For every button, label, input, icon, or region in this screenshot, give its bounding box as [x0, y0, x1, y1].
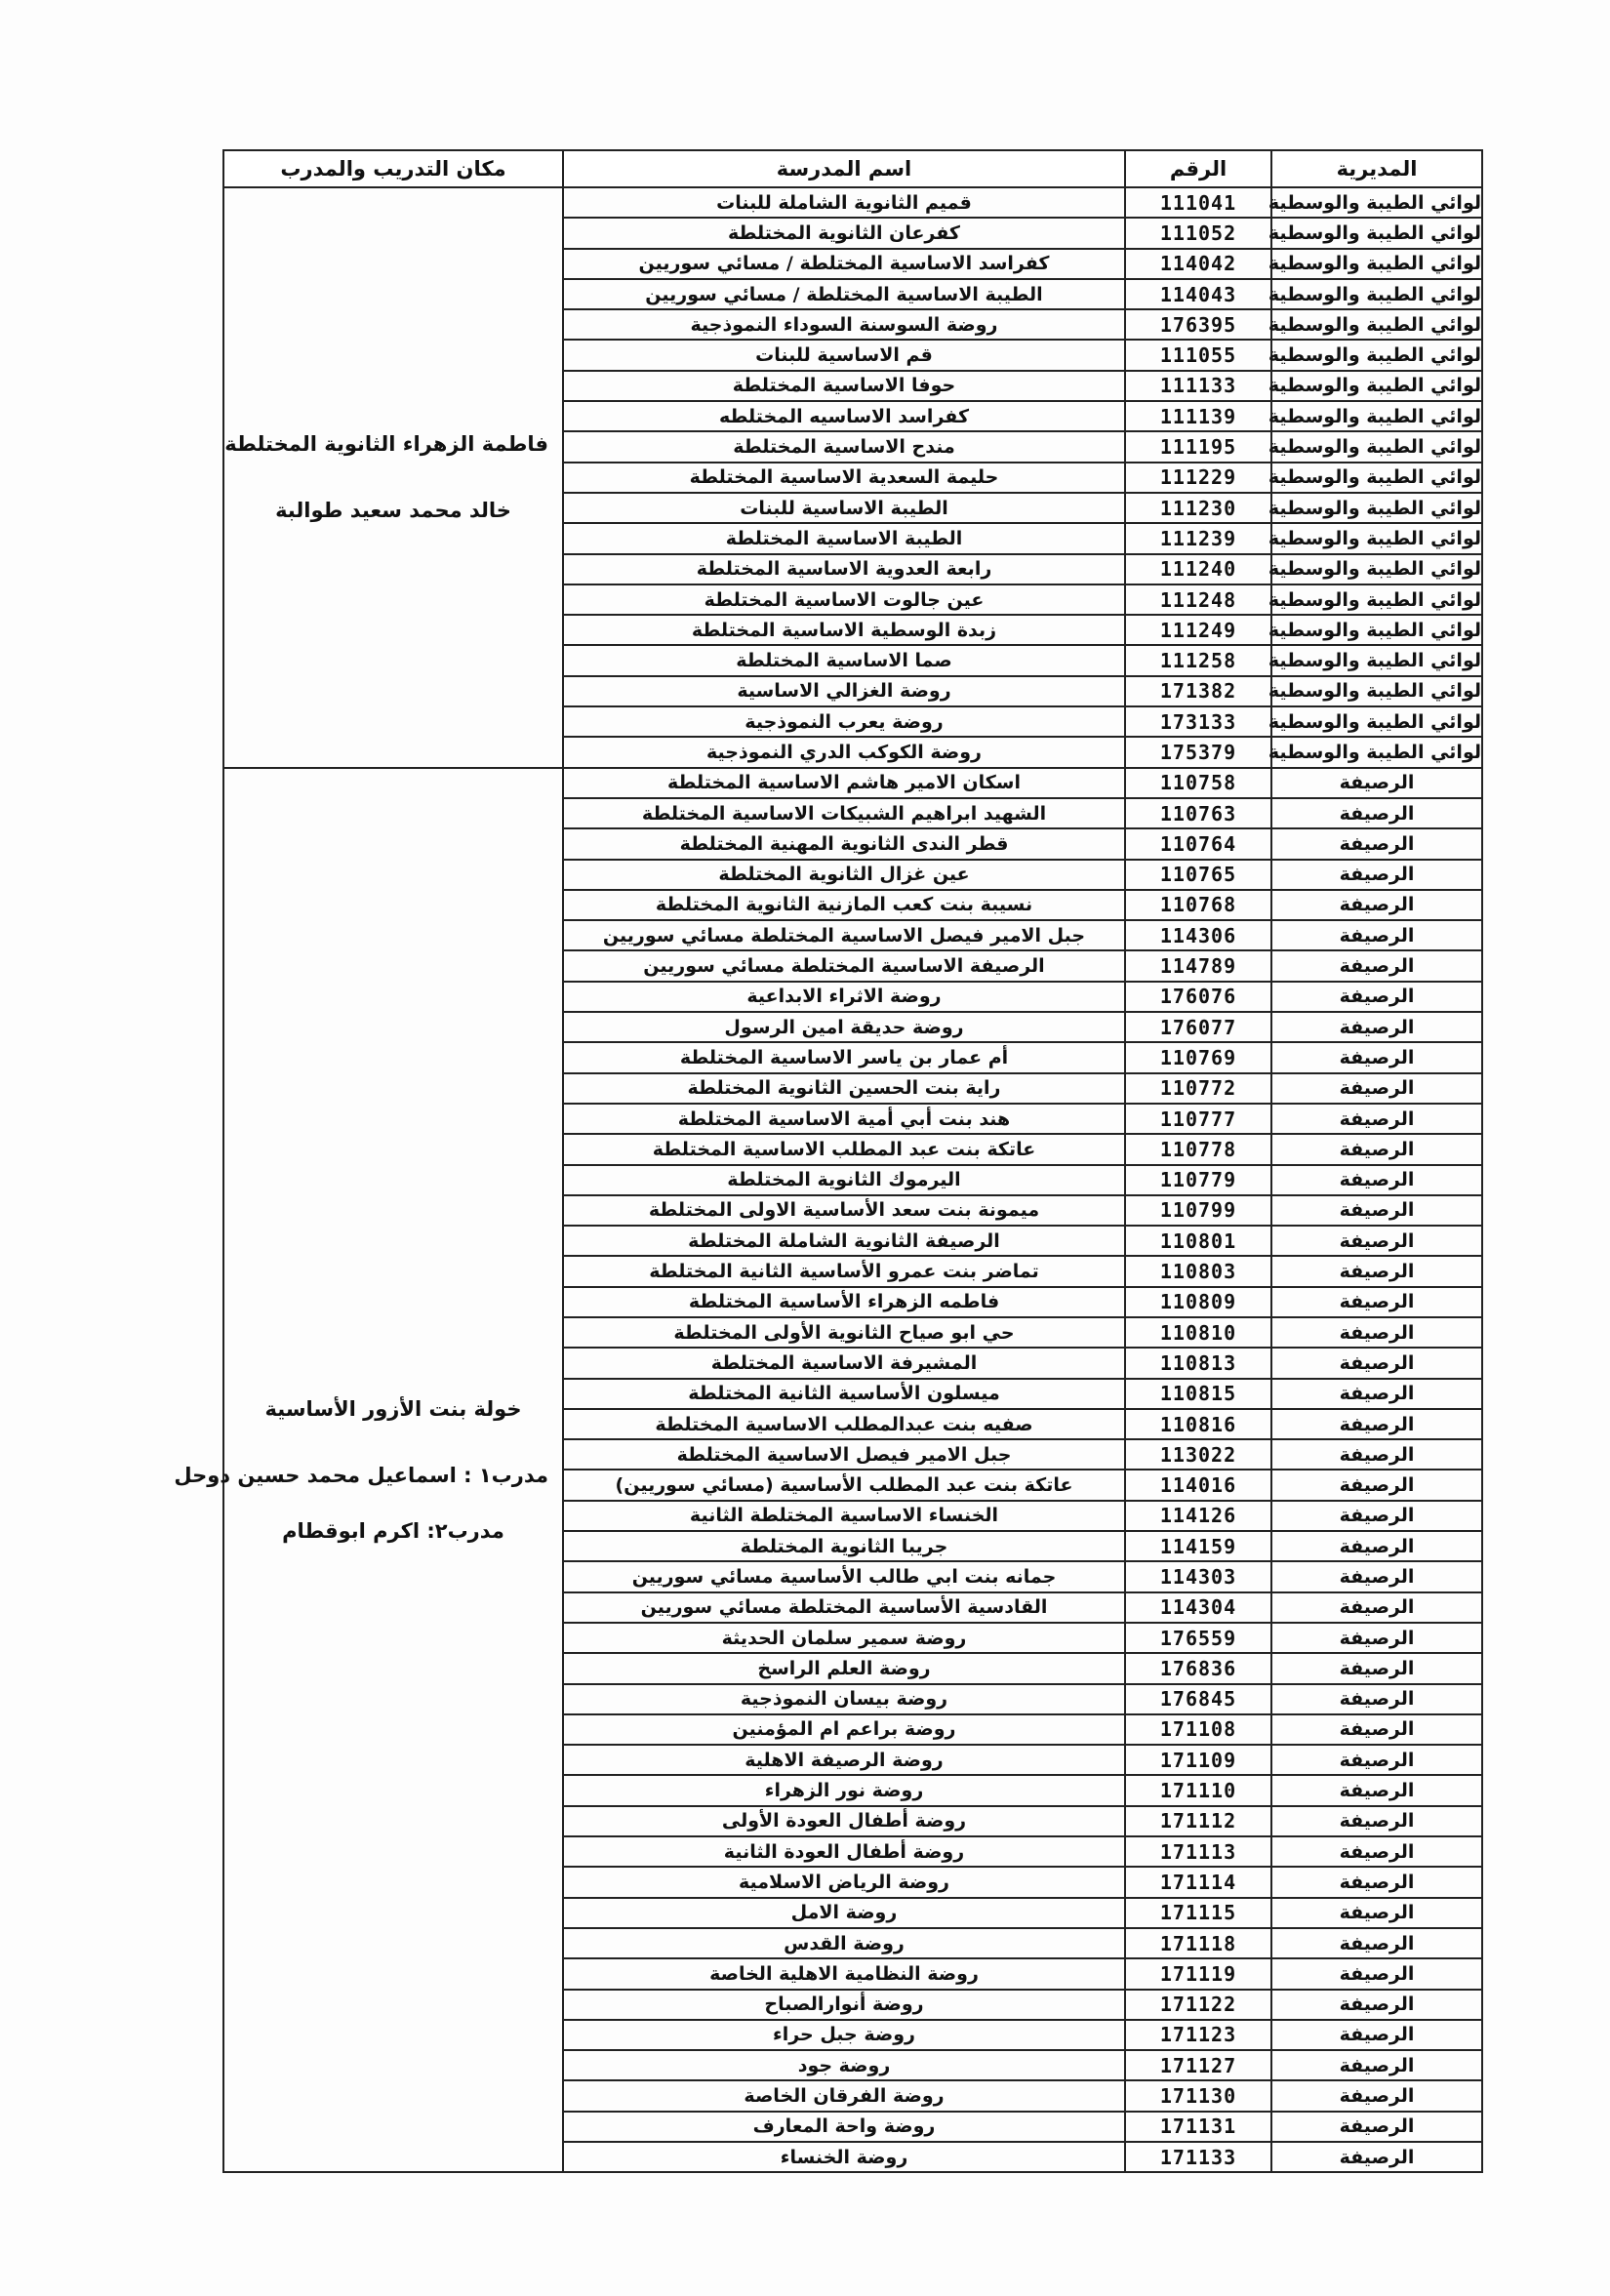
directorate-cell: الرصيفة [1271, 1928, 1482, 1958]
school-number-cell: 111229 [1125, 463, 1271, 493]
school-number-cell: 176395 [1125, 309, 1271, 340]
school-name-cell: روضة الرياض الاسلامية [563, 1867, 1125, 1897]
directorate-cell: الرصيفة [1271, 890, 1482, 920]
school-number-cell: 111249 [1125, 615, 1271, 645]
directorate-cell: الرصيفة [1271, 860, 1482, 890]
directorate-cell: لوائي الطيبة والوسطية [1271, 645, 1482, 675]
school-number-cell: 176836 [1125, 1653, 1271, 1683]
school-name-cell: روضة العلم الراسخ [563, 1653, 1125, 1683]
school-name-cell: روضة الرصيفة الاهلية [563, 1745, 1125, 1775]
school-number-cell: 171130 [1125, 2080, 1271, 2111]
school-number-cell: 114126 [1125, 1501, 1271, 1531]
directorate-cell: لوائي الطيبة والوسطية [1271, 401, 1482, 431]
directorate-cell: الرصيفة [1271, 1287, 1482, 1317]
directorate-cell: لوائي الطيبة والوسطية [1271, 584, 1482, 615]
school-number-cell: 110809 [1125, 1287, 1271, 1317]
school-name-cell: الطيبة الاساسية للبنات [563, 493, 1125, 523]
school-name-cell: نسيبة بنت كعب المازنية الثانوية المختلطة [563, 890, 1125, 920]
school-name-cell: روضة سمير سلمان الحديثة [563, 1623, 1125, 1653]
school-number-cell: 111258 [1125, 645, 1271, 675]
table-body [174, 187, 1482, 2172]
school-name-cell: الشهيد ابراهيم الشبيكات الاساسية المختلطة [563, 798, 1125, 828]
trainer-name: مدرب٢: اكرم ابوقطام [282, 1518, 504, 1543]
school-name-cell: روضة يعرب النموذجية [563, 706, 1125, 737]
directorate-cell: لوائي الطيبة والوسطية [1271, 371, 1482, 401]
directorate-cell: الرصيفة [1271, 1836, 1482, 1867]
directorate-cell: لوائي الطيبة والوسطية [1271, 463, 1482, 493]
school-number-cell: 176845 [1125, 1684, 1271, 1714]
directorate-cell: لوائي الطيبة والوسطية [1271, 279, 1482, 309]
directorate-cell: الرصيفة [1271, 1470, 1482, 1500]
school-number-cell: 171115 [1125, 1898, 1271, 1928]
school-name-cell: روضة الفرقان الخاصة [563, 2080, 1125, 2111]
school-name-cell: روضة السوسنة السوداء النموذجية [563, 309, 1125, 340]
school-number-cell: 111055 [1125, 340, 1271, 370]
directorate-cell: لوائي الطيبة والوسطية [1271, 737, 1482, 767]
school-number-cell: 111133 [1125, 371, 1271, 401]
directorate-cell: لوائي الطيبة والوسطية [1271, 493, 1482, 523]
directorate-cell: الرصيفة [1271, 2142, 1482, 2172]
directorate-cell: الرصيفة [1271, 982, 1482, 1012]
directorate-cell: الرصيفة [1271, 1348, 1482, 1378]
school-name-cell: تماضر بنت عمرو الأساسية الثانية المختلطة [563, 1256, 1125, 1286]
school-number-cell: 110816 [1125, 1409, 1271, 1439]
school-name-cell: زبدة الوسطية الاساسية المختلطة [563, 615, 1125, 645]
school-name-cell: قم الاساسية للبنات [563, 340, 1125, 370]
school-name-cell: هند بنت أبي أمية الاساسية المختلطة [563, 1104, 1125, 1134]
school-name-cell: اليرموك الثانوية المختلطة [563, 1165, 1125, 1195]
training-place-cell [223, 187, 563, 768]
school-number-cell: 171113 [1125, 1836, 1271, 1867]
header-place-trainer: مكان التدريب والمدرب [223, 150, 563, 187]
directorate-cell: لوائي الطيبة والوسطية [1271, 554, 1482, 584]
school-name-cell: حوفا الاساسية المختلطة [563, 371, 1125, 401]
school-name-cell: حليمة السعدية الاساسية المختلطة [563, 463, 1125, 493]
directorate-cell: الرصيفة [1271, 1867, 1482, 1897]
school-number-cell: 110779 [1125, 1165, 1271, 1195]
directorate-cell: لوائي الطيبة والوسطية [1271, 431, 1482, 462]
school-number-cell: 110801 [1125, 1226, 1271, 1256]
school-number-cell: 114042 [1125, 249, 1271, 279]
school-name-cell: روضة أطفال العودة الثانية [563, 1836, 1125, 1867]
trainer-name: مدرب١ : اسماعيل محمد حسين دوحل [174, 1464, 548, 1488]
training-place-cell [174, 768, 563, 2173]
spacer [238, 458, 548, 497]
school-number-cell: 171123 [1125, 2020, 1271, 2050]
training-place-name: خولة بنت الأزور الأساسية [264, 1396, 522, 1421]
school-number-cell: 111248 [1125, 584, 1271, 615]
school-number-cell: 114303 [1125, 1561, 1271, 1591]
school-name-cell: رابعة العدوية الاساسية المختلطة [563, 554, 1125, 584]
school-name-cell: راية بنت الحسين الثانوية المختلطة [563, 1073, 1125, 1104]
header-directorate: المديرية [1271, 150, 1482, 187]
directorate-cell: لوائي الطيبة والوسطية [1271, 523, 1482, 553]
school-name-cell: روضة أطفال العودة الأولى [563, 1806, 1125, 1836]
school-name-cell: عين جالوت الاساسية المختلطة [563, 584, 1125, 615]
school-number-cell: 110778 [1125, 1134, 1271, 1164]
school-number-cell: 171109 [1125, 1745, 1271, 1775]
table-row [223, 768, 1482, 798]
school-name-cell: روضة نور الزهراء [563, 1775, 1125, 1805]
directorate-cell: لوائي الطيبة والوسطية [1271, 706, 1482, 737]
school-name-cell: روضة براعم ام المؤمنين [563, 1714, 1125, 1745]
school-name-cell: المشيرفة الاساسية المختلطة [563, 1348, 1125, 1378]
school-number-cell: 110768 [1125, 890, 1271, 920]
school-name-cell: فاطمه الزهراء الأساسية المختلطة [563, 1287, 1125, 1317]
school-number-cell: 110769 [1125, 1042, 1271, 1072]
training-place-name: فاطمة الزهراء الثانوية المختلطة [224, 431, 548, 456]
directorate-cell: الرصيفة [1271, 1745, 1482, 1775]
school-number-cell: 114304 [1125, 1592, 1271, 1623]
school-name-cell: صفيه بنت عبدالمطلب الاساسية المختلطة [563, 1409, 1125, 1439]
school-name-cell: روضة النظامية الاهلية الخاصة [563, 1958, 1125, 1989]
directorate-cell: الرصيفة [1271, 1958, 1482, 1989]
directorate-cell: الرصيفة [1271, 1990, 1482, 2020]
directorate-cell: الرصيفة [1271, 2112, 1482, 2142]
school-number-cell: 110813 [1125, 1348, 1271, 1378]
directorate-cell: الرصيفة [1271, 1653, 1482, 1683]
directorate-cell: الرصيفة [1271, 1531, 1482, 1561]
school-number-cell: 111139 [1125, 401, 1271, 431]
school-number-cell: 175379 [1125, 737, 1271, 767]
school-number-cell: 171122 [1125, 1990, 1271, 2020]
school-number-cell: 114306 [1125, 920, 1271, 950]
school-name-cell: قميم الثانوية الشاملة للبنات [563, 187, 1125, 218]
directorate-cell: الرصيفة [1271, 1623, 1482, 1653]
directorate-cell: الرصيفة [1271, 1898, 1482, 1928]
directorate-cell: الرصيفة [1271, 2020, 1482, 2050]
directorate-cell: الرصيفة [1271, 1134, 1482, 1164]
directorate-cell: الرصيفة [1271, 1806, 1482, 1836]
directorate-cell: الرصيفة [1271, 1379, 1482, 1409]
school-number-cell: 111230 [1125, 493, 1271, 523]
school-name-cell: جبل الامير فيصل الاساسية المختلطة مسائي سوريين [563, 920, 1125, 950]
school-name-cell: روضة أنوارالصباح [563, 1990, 1125, 2020]
school-name-cell: الرصيفة الثانوية الشاملة المختلطة [563, 1226, 1125, 1256]
school-number-cell: 110763 [1125, 798, 1271, 828]
table-header-row [223, 150, 1482, 187]
school-number-cell: 176077 [1125, 1012, 1271, 1042]
school-name-cell: عاتكة بنت عبد المطلب الاساسية المختلطة [563, 1134, 1125, 1164]
header-school-name: اسم المدرسة [563, 150, 1125, 187]
directorate-cell: الرصيفة [1271, 1073, 1482, 1104]
directorate-cell: الرصيفة [1271, 1317, 1482, 1348]
school-number-cell: 171114 [1125, 1867, 1271, 1897]
directorate-cell: الرصيفة [1271, 1104, 1482, 1134]
school-number-cell: 111052 [1125, 218, 1271, 248]
schools-table [174, 149, 1483, 2173]
school-name-cell: روضة جود [563, 2050, 1125, 2080]
school-number-cell: 111239 [1125, 523, 1271, 553]
directorate-cell: لوائي الطيبة والوسطية [1271, 340, 1482, 370]
directorate-cell: الرصيفة [1271, 1042, 1482, 1072]
school-number-cell: 111195 [1125, 431, 1271, 462]
school-number-cell: 110799 [1125, 1195, 1271, 1226]
school-name-cell: روضة الكوكب الدري النموذجية [563, 737, 1125, 767]
school-name-cell: عاتكة بنت عبد المطلب الأساسية (مسائي سوريين) [563, 1470, 1125, 1500]
school-number-cell: 173133 [1125, 706, 1271, 737]
directorate-cell: لوائي الطيبة والوسطية [1271, 676, 1482, 706]
school-name-cell: كفراسد الاساسية المختلطة / مسائي سوريين [563, 249, 1125, 279]
school-name-cell: صما الاساسية المختلطة [563, 645, 1125, 675]
school-number-cell: 110772 [1125, 1073, 1271, 1104]
school-name-cell: اسكان الامير هاشم الاساسية المختلطة [563, 768, 1125, 798]
school-number-cell: 114016 [1125, 1470, 1271, 1500]
school-name-cell: الطيبة الاساسية المختلطة [563, 523, 1125, 553]
directorate-cell: الرصيفة [1271, 2080, 1482, 2111]
header-number: الرقم [1125, 150, 1271, 187]
directorate-cell: الرصيفة [1271, 1561, 1482, 1591]
school-name-cell: روضة حديقة امين الرسول [563, 1012, 1125, 1042]
school-number-cell: 171118 [1125, 1928, 1271, 1958]
school-number-cell: 171110 [1125, 1775, 1271, 1805]
school-name-cell: كفرعان الثانوية المختلطة [563, 218, 1125, 248]
school-name-cell: مندح الاساسية المختلطة [563, 431, 1125, 462]
school-name-cell: روضة واحة المعارف [563, 2112, 1125, 2142]
directorate-cell: الرصيفة [1271, 920, 1482, 950]
spacer [238, 1423, 548, 1462]
school-name-cell: روضة الخنساء [563, 2142, 1125, 2172]
directorate-cell: الرصيفة [1271, 950, 1482, 981]
school-number-cell: 113022 [1125, 1439, 1271, 1470]
school-number-cell: 111041 [1125, 187, 1271, 218]
directorate-cell: الرصيفة [1271, 1592, 1482, 1623]
directorate-cell: الرصيفة [1271, 1439, 1482, 1470]
table-row [223, 187, 1482, 218]
school-number-cell: 176559 [1125, 1623, 1271, 1653]
school-name-cell: جمانه بنت ابي طالب الأساسية مسائي سوريين [563, 1561, 1125, 1591]
school-number-cell: 171108 [1125, 1714, 1271, 1745]
school-name-cell: قطر الندى الثانوية المهنية المختلطة [563, 828, 1125, 859]
directorate-cell: الرصيفة [1271, 798, 1482, 828]
school-name-cell: ميمونة بنت سعد الأساسية الاولى المختلطة [563, 1195, 1125, 1226]
school-number-cell: 110764 [1125, 828, 1271, 859]
school-name-cell: روضة الامل [563, 1898, 1125, 1928]
school-name-cell: عين غزال الثانوية المختلطة [563, 860, 1125, 890]
school-number-cell: 171112 [1125, 1806, 1271, 1836]
directorate-cell: الرصيفة [1271, 1409, 1482, 1439]
directorate-cell: الرصيفة [1271, 1256, 1482, 1286]
school-name-cell: الرصيفة الاساسية المختلطة مسائي سوريين [563, 950, 1125, 981]
school-name-cell: روضة الاثراء الابداعية [563, 982, 1125, 1012]
school-number-cell: 114789 [1125, 950, 1271, 981]
school-number-cell: 171131 [1125, 2112, 1271, 2142]
directorate-cell: الرصيفة [1271, 1684, 1482, 1714]
school-name-cell: الطيبة الاساسية المختلطة / مسائي سوريين [563, 279, 1125, 309]
directorate-cell: لوائي الطيبة والوسطية [1271, 615, 1482, 645]
school-number-cell: 110803 [1125, 1256, 1271, 1286]
directorate-cell: الرصيفة [1271, 768, 1482, 798]
directorate-cell: لوائي الطيبة والوسطية [1271, 218, 1482, 248]
directorate-cell: الرصيفة [1271, 828, 1482, 859]
school-number-cell: 171133 [1125, 2142, 1271, 2172]
spacer [238, 1490, 548, 1517]
school-name-cell: الخنساء الاساسية المختلطة الثانية [563, 1501, 1125, 1531]
school-name-cell: القادسية الأساسية المختلطة مسائي سوريين [563, 1592, 1125, 1623]
trainer-name: خالد محمد سعيد طوالبة [275, 499, 511, 523]
school-number-cell: 171119 [1125, 1958, 1271, 1989]
directorate-cell: الرصيفة [1271, 2050, 1482, 2080]
school-number-cell: 171382 [1125, 676, 1271, 706]
directorate-cell: لوائي الطيبة والوسطية [1271, 187, 1482, 218]
school-number-cell: 110810 [1125, 1317, 1271, 1348]
directorate-cell: الرصيفة [1271, 1012, 1482, 1042]
school-name-cell: روضة الغزالي الاساسية [563, 676, 1125, 706]
school-name-cell: روضة جبل حراء [563, 2020, 1125, 2050]
directorate-cell: الرصيفة [1271, 1226, 1482, 1256]
school-number-cell: 114043 [1125, 279, 1271, 309]
school-name-cell: جبل الامير فيصل الاساسية المختلطة [563, 1439, 1125, 1470]
school-name-cell: روضة بيسان النموذجية [563, 1684, 1125, 1714]
school-name-cell: أم عمار بن ياسر الاساسية المختلطة [563, 1042, 1125, 1072]
directorate-cell: لوائي الطيبة والوسطية [1271, 309, 1482, 340]
school-name-cell: روضة القدس [563, 1928, 1125, 1958]
directorate-cell: لوائي الطيبة والوسطية [1271, 249, 1482, 279]
school-number-cell: 110815 [1125, 1379, 1271, 1409]
directorate-cell: الرصيفة [1271, 1775, 1482, 1805]
school-number-cell: 110777 [1125, 1104, 1271, 1134]
directorate-cell: الرصيفة [1271, 1165, 1482, 1195]
school-number-cell: 171127 [1125, 2050, 1271, 2080]
school-name-cell: حي ابو صياح الثانوية الأولى المختلطة [563, 1317, 1125, 1348]
school-name-cell: ميسلون الأساسية الثانية المختلطة [563, 1379, 1125, 1409]
school-name-cell: كفراسد الاساسيه المختلطه [563, 401, 1125, 431]
directorate-cell: الرصيفة [1271, 1501, 1482, 1531]
school-name-cell: جريبا الثانوية المختلطة [563, 1531, 1125, 1561]
school-number-cell: 110765 [1125, 860, 1271, 890]
school-number-cell: 114159 [1125, 1531, 1271, 1561]
directorate-cell: الرصيفة [1271, 1714, 1482, 1745]
school-number-cell: 176076 [1125, 982, 1271, 1012]
school-number-cell: 110758 [1125, 768, 1271, 798]
school-number-cell: 111240 [1125, 554, 1271, 584]
directorate-cell: الرصيفة [1271, 1195, 1482, 1226]
